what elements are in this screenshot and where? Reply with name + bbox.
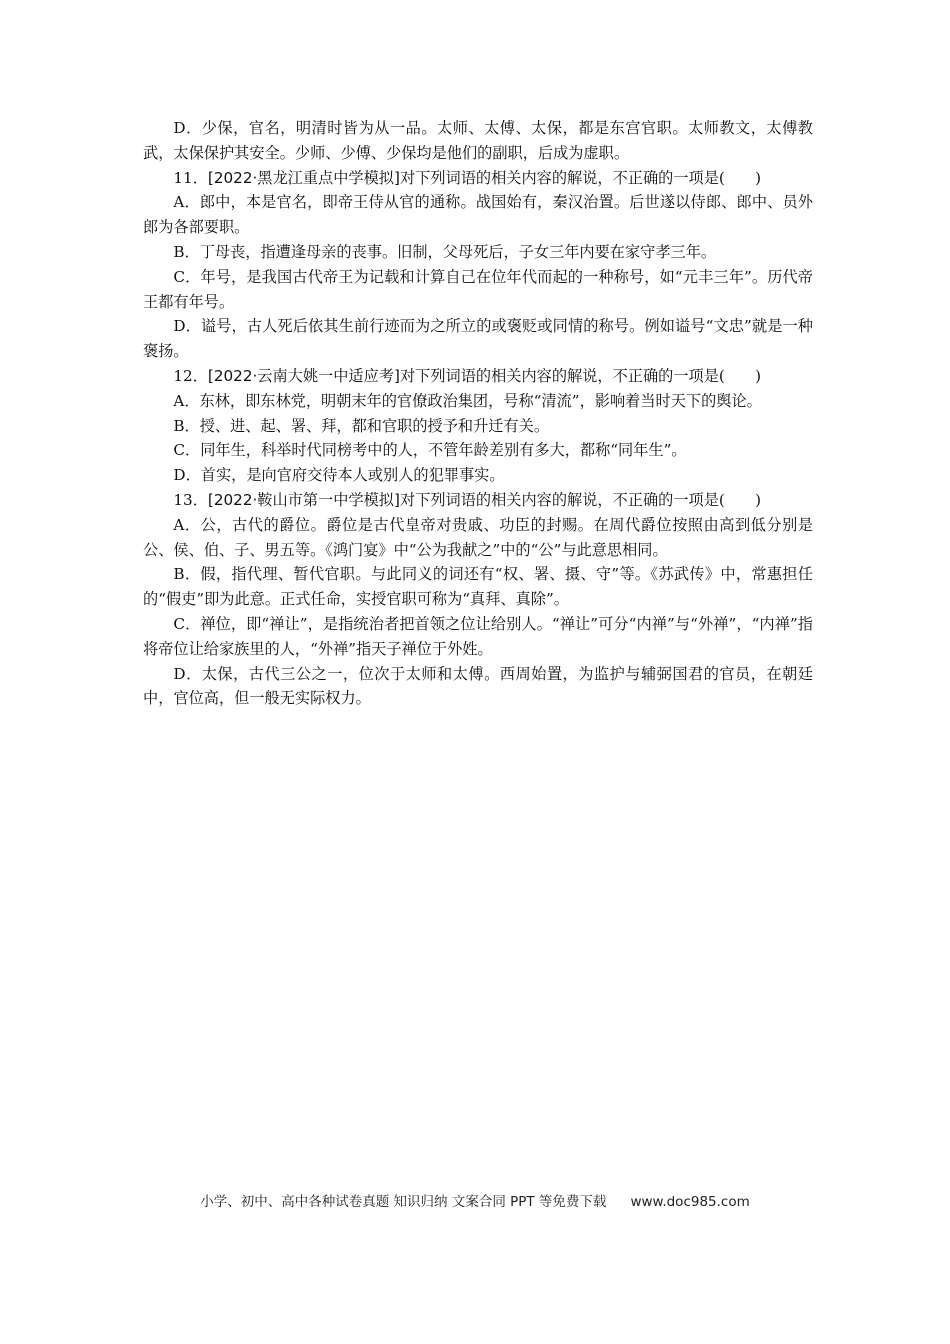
question-stem: 对下列词语的相关内容的解说，不正确的一项是( ) <box>399 168 762 187</box>
option-11-d: D．谥号，古人死后依其生前行迹而为之所立的或褒贬或同情的称号。例如谥号“文忠”就是一种褒扬。 <box>143 317 813 361</box>
question-stem: 对下列词语的相关内容的解说，不正确的一项是( ) <box>399 366 762 385</box>
option-11-c: C．年号，是我国古代帝王为记载和计算自己在位年代而起的一种称号，如“元丰三年”。历代帝王都有年号。 <box>143 267 813 311</box>
option-10-d: D．少保，官名，明清时皆为从一品。太师、太傅、太保，都是东宫官职。太师教文，太傅教武，太保保护其安全。少师、少傅、少保均是他们的副职，后成为虚职。 <box>143 119 813 162</box>
footer-site: www.doc985.com <box>630 1194 750 1210</box>
question-12-header <box>143 364 813 389</box>
option-13-b: B．假，指代理、暂代官职。与此同义的词还有“权、署、摄、守”等。《苏武传》中，常惠担任的“假吏”即为此意。正式任命，实授官职可称为“真拜、真除”。 <box>143 565 813 609</box>
question-11-header <box>143 166 813 191</box>
question-stem: 对下列词语的相关内容的解说，不正确的一项是( ) <box>399 490 762 509</box>
question-source: [2022·云南大姚一中适应考] <box>207 366 400 385</box>
option-13-d: D．太保，古代三公之一，位次于太师和太傅。西周始置，为监护与辅弼国君的官员，在朝廷中，官位高，但一般无实际权力。 <box>143 664 813 708</box>
footer-text: 小学、初中、高中各种试卷真题 知识归纳 文案合同 PPT 等免费下载 <box>200 1194 607 1210</box>
option-13-c: C．禅位，即“禅让”，是指统治者把首领之位让给别人。“禅让”可分“内禅”与“外禅”，“内禅”指将帝位让给家族里的人，“外禅”指天子禅位于外姓。 <box>143 614 813 658</box>
document-body <box>143 116 813 711</box>
option-11-a: A．郎中，本是官名，即帝王侍从官的通称。战国始有，秦汉治置。后世遂以侍郎、郎中、员外郎为各部要职。 <box>143 193 813 237</box>
option-12-d: D．首实，是向官府交待本人或别人的犯罪事实。 <box>173 466 505 485</box>
question-number: 12． <box>173 366 208 385</box>
option-13-a: A．公，古代的爵位。爵位是古代皇帝对贵戚、功臣的封赐。在周代爵位按照由高到低分别是公、侯、伯、子、男五等。《鸿门宴》中“公为我献之”中的“公”与此意思相同。 <box>143 515 813 559</box>
question-number: 11． <box>173 168 208 187</box>
question-number: 13． <box>173 490 208 509</box>
option-12-c: C．同年生，科举时代同榜考中的人，不管年龄差别有多大，都称“同年生”。 <box>173 441 687 460</box>
question-source: [2022·黑龙江重点中学模拟] <box>207 168 400 187</box>
page-footer <box>0 1190 950 1210</box>
question-source: [2022·鞍山市第一中学模拟] <box>207 490 400 509</box>
question-13-header <box>143 488 813 513</box>
option-11-b: B．丁母丧，指遭逢母亲的丧事。旧制，父母死后，子女三年内要在家守孝三年。 <box>173 242 717 261</box>
option-12-a: A．东林，即东林党，明朝末年的官僚政治集团，号称“清流”，影响着当时天下的舆论。 <box>173 391 762 410</box>
option-12-b: B．授、进、起、署、拜，都和官职的授予和升迁有关。 <box>173 416 550 435</box>
